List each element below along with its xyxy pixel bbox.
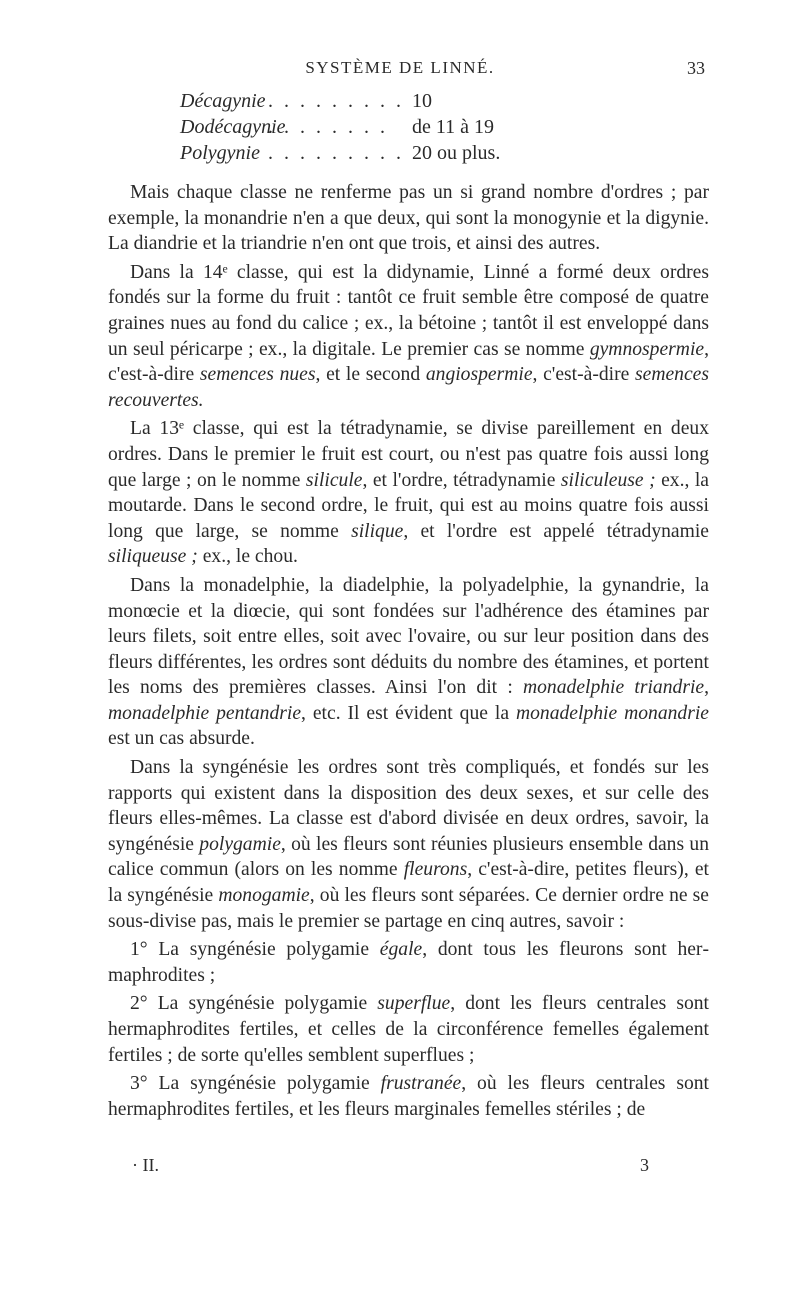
italic-term: semences recouvertes. [108,364,709,411]
text-run: Dans la 14ᵉ classe, qui est la didynamie, Linné a formé deux ordres fondés sur la forme du fruit : tantôt ce fruit semble être composé de quatre graines nues au fond du calice ; ex., la bétoine ; tantôt il est enveloppé dans un seul péricarpe ; ex., la digitale. Le premier cas se nomme [108,261,709,360]
order-row [180,114,600,140]
page-number-bottom: 3 [640,1155,649,1175]
italic-term: monadelphie monandrie [515,702,709,724]
italic-term: fleurons [403,859,468,881]
order-name: Polygynie [180,142,260,164]
italic-term: silique [351,520,404,542]
text-run: , etc. Il est évident que la [301,702,516,724]
italic-term: semences nues [199,364,316,386]
running-title: SYSTÈME DE LINNÉ. [305,58,495,77]
italic-term: monadelphie pentandrie [108,702,302,724]
order-name: Décagynie [180,90,266,112]
paragraph [108,937,709,988]
text-run: ex., le chou. [197,546,298,568]
italic-term: siliqueuse ; [108,546,198,568]
text-run: , dont tous les fleurons sont hermaphrodites ; [108,939,709,986]
paragraph [108,1071,709,1122]
order-count: 10 [412,90,432,112]
paragraph [108,755,709,934]
text-run: , dont les fleurs centrales sont hermaphrodites fertiles, et celles de la circonférence femelles également fertiles ; de sorte qu'elles semblent superflues ; [108,993,709,1066]
text-run: ex., la moutarde. Dans le second ordre, le fruit, qui est au moins quatre fois aussi long que large, se nomme [108,469,710,542]
text-run: , où les fleurs sont séparées. Ce dernier ordre ne se sous-divise pas, mais le premier se partage en cinq autres, savoir : [108,885,709,932]
text-run: 1° La syngénésie polygamie [130,939,380,961]
paragraph [108,260,709,414]
text-run: est un cas absurde. [108,728,255,750]
italic-term: superflue [377,993,451,1015]
text-run: , et l'ordre, tétradynamie [362,469,561,491]
text-run: , et l'ordre est appelé tétradynamie [403,520,709,542]
text-run: , [704,677,709,699]
text-run: , où les fleurs sont réunies plusieurs ensemble dans un calice commun (alors on les nomme [108,833,709,881]
paragraph [108,180,709,257]
text-run: , et le second [315,364,426,386]
text-run: , où les fleurs centrales sont hermaphrodites fertiles, et les fleurs marginales femelles stériles ; de [108,1073,709,1120]
orders-table [180,88,600,166]
order-count: de 11 à 19 [412,116,495,138]
paragraph [108,416,709,570]
order-count: 20 ou plus. [412,142,501,164]
italic-term: polygamie [199,833,281,855]
order-name: Dodécagynie [180,116,286,138]
leader-dots: . . . . . . . . . [268,142,404,164]
text-run: , c'est-à-dire [532,364,635,386]
leader-dots: . . . . . . . . [268,116,388,138]
page-footer [0,1155,800,1181]
order-row [180,140,600,166]
text-run: , c'est-à-dire, petites fleurs), et la syngénésie [108,859,709,907]
italic-term: frustranée [380,1073,462,1095]
signature-mark: · II. [132,1155,159,1175]
italic-term: gymnospermie [589,338,705,360]
text-run: 2° La syngénésie polygamie [130,993,378,1015]
italic-term: monadelphie triandrie [522,677,705,699]
italic-term: angiospermie [425,364,533,386]
paragraph [108,991,709,1068]
italic-term: monogamie [218,885,310,907]
leader-dots: . . . . . . . . . [268,90,404,112]
text-run: La 13ᵉ classe, qui est la tétradynamie, se divise pareillement en deux ordres. Dans le premier le fruit est court, ou n'est pas quatre fois aussi long que large ; on le nomme [108,418,709,491]
text-run: , c'est-à-dire [108,338,709,386]
running-head [0,58,800,84]
order-row [180,88,600,114]
italic-term: siliculeuse ; [560,469,656,491]
page-number-top: 33 [687,58,705,78]
paragraph [108,573,709,752]
text-run: Mais chaque classe ne renferme pas un si grand nombre d'ordres ; par exemple, la monandrie n'en a que deux, qui sont la monogynie et la digynie. La diandrie et la triandrie n'en ont que trois, et ainsi des autres. [108,182,709,255]
text-run: Dans la syngénésie les ordres sont très compliqués, et fondés sur les rapports qui existent dans la disposition des deux sexes, et sur celle des fleurs elles-mêmes. La classe est d'abord divisée en deux ordres, savoir, la syngénésie [108,757,709,855]
italic-term: égale [379,939,423,961]
body-text [108,180,709,1125]
text-run: Dans la monadelphie, la diadelphie, la polyadelphie, la gynandrie, la monœcie et la diœcie, qui sont fondées sur l'adhérence des étamines par leurs filets, soit entre elles, soit avec l'ovaire, ou sur leur position dans des fleurs différentes, les ordres sont déduits du nombre des étamines, et portent les noms des premières classes. Ainsi l'on dit : [108,574,709,699]
italic-term: silicule [305,469,363,491]
text-run: 3° La syngénésie polygamie [130,1073,381,1095]
